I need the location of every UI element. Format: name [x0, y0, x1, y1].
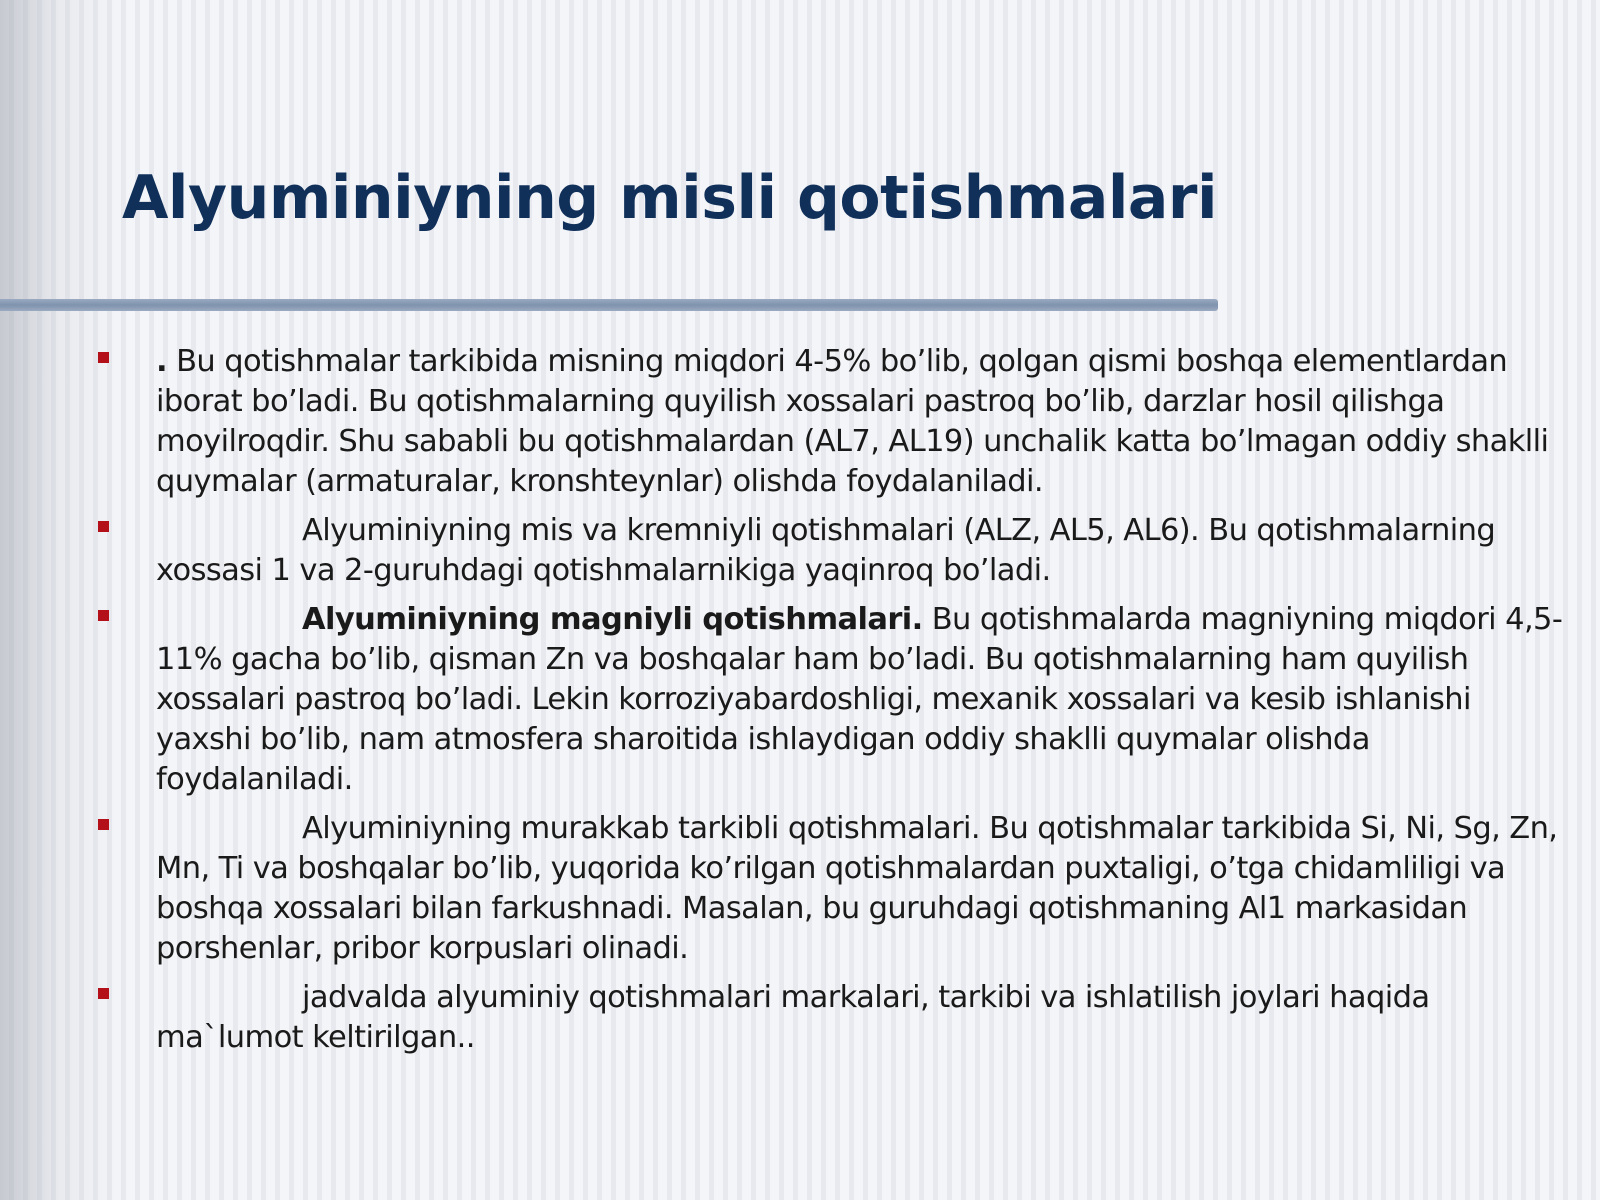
square-bullet-icon — [98, 988, 109, 999]
bullet-text: Alyuminiyning murakkab tarkibli qotishmalari. Bu qotishmalar tarkibida Si, Ni, Sg, Zn, Mn, Ti va boshqalar bo’lib, yuqorida ko’rilgan qotishmalardan puxtaligi, o’tga chidamliligi va boshqa xossalari bilan farkushnadi. Masalan, bu guruhdagi qotishmaning Al1 markasidan porshenlar, pribor korpuslari olinadi. — [156, 811, 1558, 966]
bullet-item-4 — [98, 809, 1568, 969]
bullet-item-2 — [98, 511, 1568, 591]
bullet-item-3 — [98, 600, 1568, 800]
square-bullet-icon — [98, 610, 109, 621]
square-bullet-icon — [98, 352, 109, 363]
bullet-item-1 — [98, 342, 1568, 502]
bullet-text: jadvalda alyuminiy qotishmalari markalari, tarkibi va ishlatilish joylari haqida ma`lumot keltirilgan.. — [156, 980, 1430, 1055]
bullet-text: Bu qotishmalar tarkibida misning miqdori 4-5% bo’lib, qolgan qismi boshqa elementlardan iborat bo’ladi. Bu qotishmalarning quyilish xossalari pastroq bo’lib, darzlar hosil qilishga moyilroqdir. Shu sababli bu qotishmalardan (AL7, AL19) unchalik katta bo’lmagan oddiy shaklli quymalar (armaturalar, kronshteynlar) olishda foydalaniladi. — [156, 344, 1549, 499]
bullet-text: Bu qotishmalarda magniyning miqdori 4,5-11% gacha bo’lib, qisman Zn va boshqalar ham bo’ladi. Bu qotishmalarning ham quyilish xossalari pastroq bo’ladi. Lekin korroziyabardoshligi, mexanik xossalari va kesib ishlanishi yaxshi bo’lib, nam atmosfera sharoitida ishlaydigan oddiy shaklli quymalar olishda foydalaniladi. — [156, 602, 1563, 797]
square-bullet-icon — [98, 819, 109, 830]
square-bullet-icon — [98, 521, 109, 532]
bullet-lead: Alyuminiyning magniyli qotishmalari. — [302, 602, 923, 637]
bullet-text: Alyuminiyning mis va kremniyli qotishmalari (ALZ, AL5, AL6). Bu qotishmalarning xossasi 1 va 2-guruhdagi qotishmalarnikiga yaqinroq bo’ladi. — [156, 513, 1496, 588]
bullet-lead: . — [156, 344, 167, 379]
slide-title: Alyuminiyning misli qotishmalari — [122, 163, 1218, 233]
bullet-list — [98, 342, 1568, 1067]
bullet-item-5 — [98, 978, 1568, 1058]
title-divider — [0, 299, 1218, 311]
